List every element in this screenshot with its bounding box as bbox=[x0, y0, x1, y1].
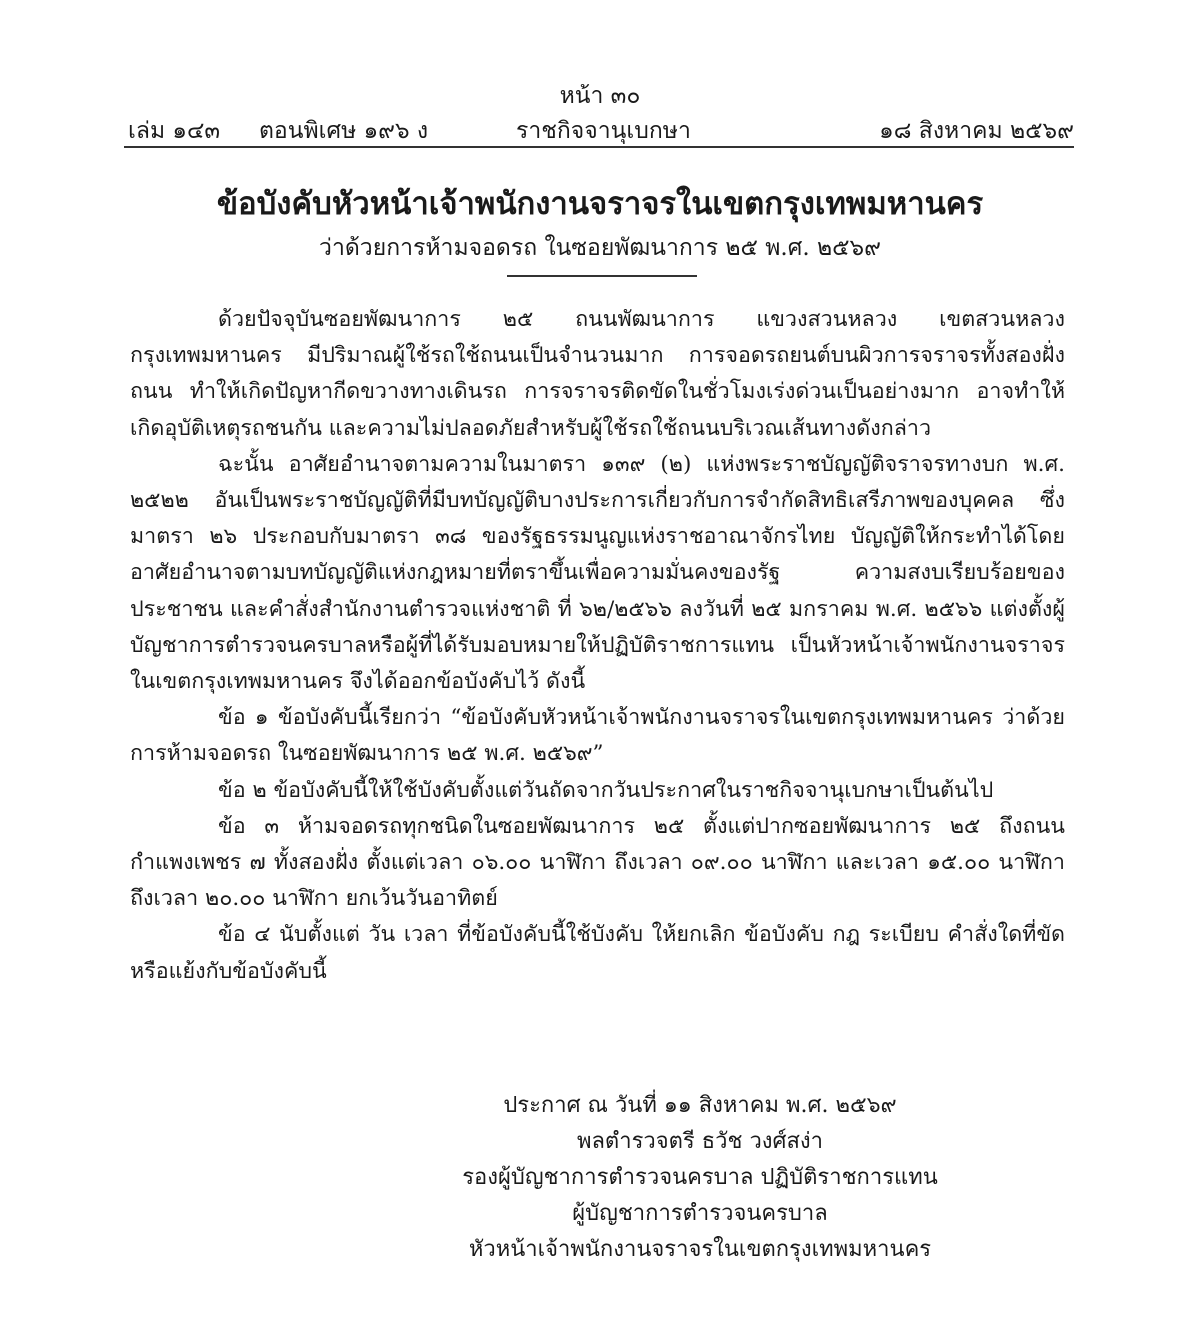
clause-1: ข้อ ๑ ข้อบังคับนี้เรียกว่า “ข้อบังคับหัวหน้าเจ้าพนักงานจราจรในเขตกรุงเทพมหานคร ว่าด้วยการห้ามจอดรถ ในซอยพัฒนาการ ๒๕ พ.ศ. ๒๕๖๙” bbox=[130, 705, 1065, 767]
document-subtitle: ว่าด้วยการห้ามจอดรถ ในซอยพัฒนาการ ๒๕ พ.ศ. ๒๕๖๙ bbox=[319, 235, 881, 261]
clause-4: ข้อ ๔ นับตั้งแต่ วัน เวลา ที่ข้อบังคับนี้ใช้บังคับ ให้ยกเลิก ข้อบังคับ กฎ ระเบียบ คำสั่งใดที่ขัดหรือแย้งกับข้อบังคับนี้ bbox=[130, 922, 1065, 984]
issue-number: ตอนพิเศษ ๑๙๖ ง bbox=[259, 118, 429, 144]
publication-name: ราชกิจจานุเบกษา bbox=[516, 118, 691, 144]
signer-position-3: หัวหน้าเจ้าพนักงานจราจรในเขตกรุงเทพมหานคร bbox=[468, 1237, 932, 1262]
page-number: หน้า ๓๐ bbox=[559, 83, 641, 109]
paragraph-background: ด้วยปัจจุบันซอยพัฒนาการ ๒๕ ถนนพัฒนาการ แขวงสวนหลวง เขตสวนหลวง กรุงเทพมหานคร มีปริมาณผู้ใช้รถใช้ถนนเป็นจำนวนมาก การจอดรถยนต์บนผิวการจราจรทั้งสองฝั่งถนน ทำให้เกิดปัญหากีดขวางทางเดินรถ การจราจรติดขัดในชั่วโมงเร่งด่วนเป็นอย่างมาก อาจทำให้เกิดอุบัติเหตุรถชนกัน และความไม่ปลอดภัยสำหรับผู้ใช้รถใช้ถนนบริเวณเส้นทางดังกล่าว bbox=[130, 307, 1065, 441]
paragraph-authority: ฉะนั้น อาศัยอำนาจตามความในมาตรา ๑๓๙ (๒) แห่งพระราชบัญญัติจราจรทางบก พ.ศ. ๒๕๒๒ อันเป็นพระราชบัญญัติที่มีบทบัญญัติบางประการเกี่ยวกับการจำกัดสิทธิเสรีภาพของบุคคล ซึ่งมาตรา ๒๖ ประกอบกับมาตรา ๓๘ ของรัฐธรรมนูญแห่งราชอาณาจักรไทย บัญญัติให้กระทำได้โดยอาศัยอำนาจตามบทบัญญัติแห่งกฎหมายที่ตราขึ้นเพื่อความมั่นคงของรัฐ ความสงบเรียบร้อยของประชาชน และคำสั่งสำนักงานตำรวจแห่งชาติ ที่ ๖๒/๒๕๖๖ ลงวันที่ ๒๕ มกราคม พ.ศ. ๒๕๖๖ แต่งตั้งผู้บัญชาการตำรวจนครบาลหรือผู้ที่ได้รับมอบหมายให้ปฏิบัติราชการแทน เป็นหัวหน้าเจ้าพนักงานจราจรในเขตกรุงเทพมหานคร จึงได้ออกข้อบังคับไว้ ดังนี้ bbox=[130, 451, 1065, 695]
clause-2: ข้อ ๒ ข้อบังคับนี้ให้ใช้บังคับตั้งแต่วันถัดจากวันประกาศในราชกิจจานุเบกษาเป็นต้นไป bbox=[218, 777, 994, 803]
announcement-date: ประกาศ ณ วันที่ ๑๑ สิงหาคม พ.ศ. ๒๕๖๙ bbox=[503, 1093, 897, 1118]
signer-position-2: ผู้บัญชาการตำรวจนครบาล bbox=[572, 1201, 828, 1226]
document-title: ข้อบังคับหัวหน้าเจ้าพนักงานจราจรในเขตกรุงเทพมหานคร bbox=[216, 186, 984, 222]
clause-3: ข้อ ๓ ห้ามจอดรถทุกชนิดในซอยพัฒนาการ ๒๕ ตั้งแต่ปากซอยพัฒนาการ ๒๕ ถึงถนนกำแพงเพชร ๗ ทั้งสองฝั่ง ตั้งแต่เวลา ๐๖.๐๐ นาฬิกา ถึงเวลา ๐๙.๐๐ นาฬิกา และเวลา ๑๕.๐๐ นาฬิกา ถึงเวลา ๒๐.๐๐ นาฬิกา ยกเว้นวันอาทิตย์ bbox=[130, 813, 1065, 912]
volume-number: เล่ม ๑๔๓ bbox=[128, 118, 221, 144]
publication-date: ๑๘ สิงหาคม ๒๕๖๙ bbox=[879, 118, 1074, 144]
title-divider bbox=[507, 275, 697, 277]
document-body bbox=[130, 302, 1065, 990]
signer-name: พลตำรวจตรี ธวัช วงศ์สง่า bbox=[576, 1129, 824, 1154]
header-rule bbox=[124, 146, 1074, 148]
signer-position-1: รองผู้บัญชาการตำรวจนครบาล ปฏิบัติราชการแทน bbox=[462, 1165, 938, 1190]
signature-block bbox=[0, 1088, 1200, 1268]
